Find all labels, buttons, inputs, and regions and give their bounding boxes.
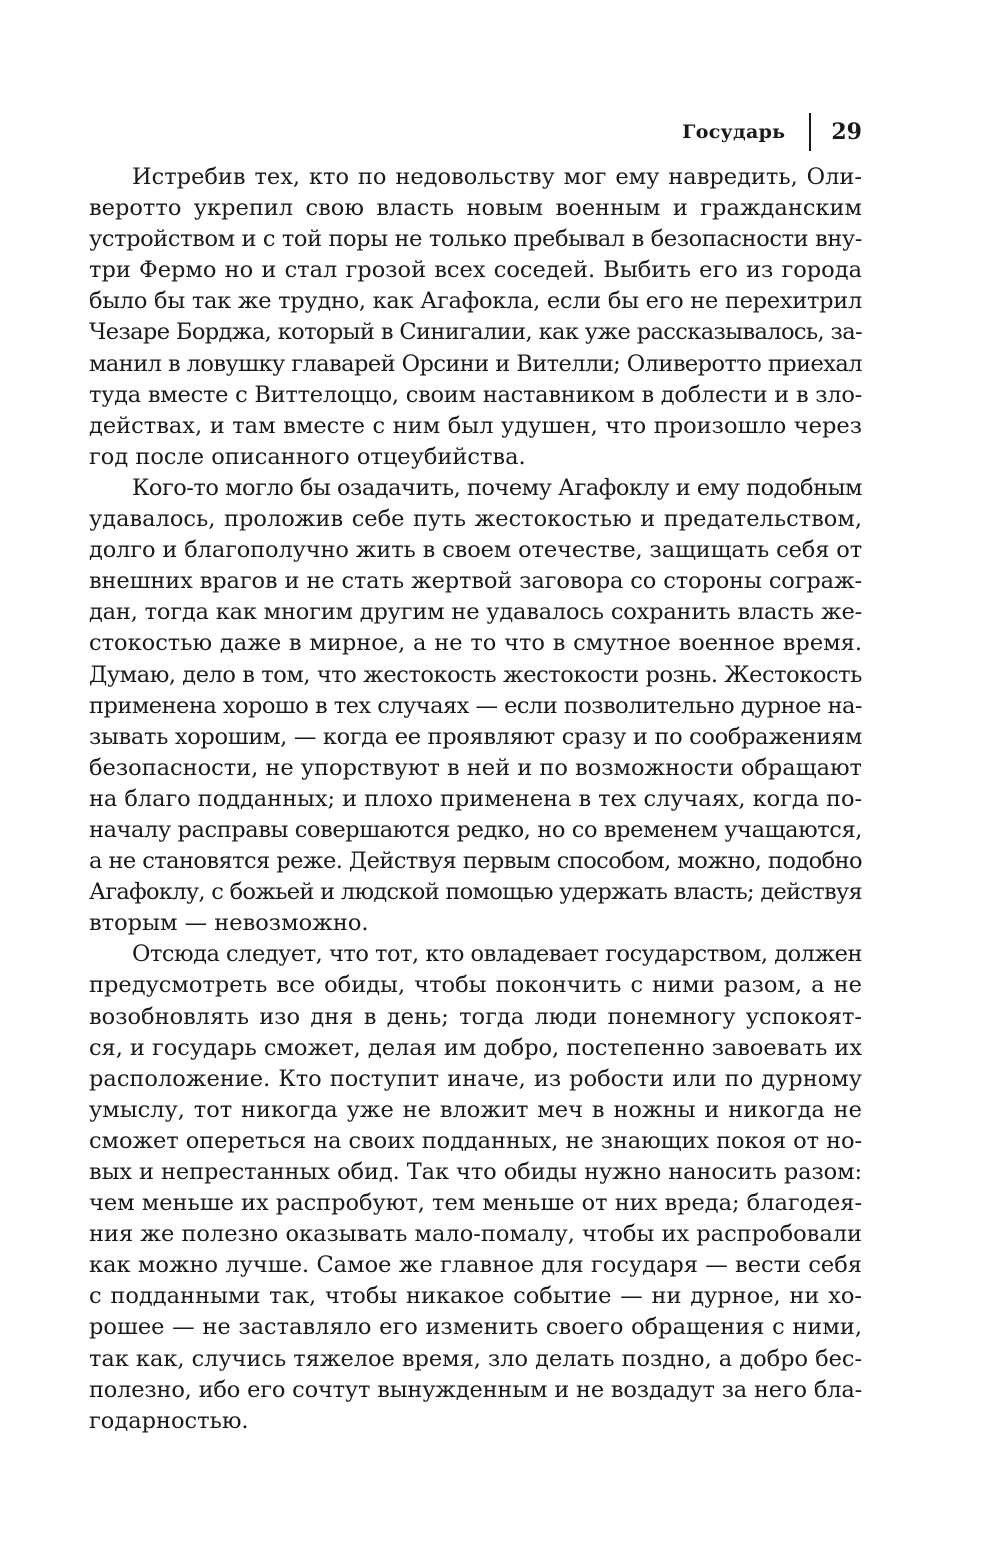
text-line: дан, тогда как многим другим не удавалось сохранить власть же- (89, 599, 862, 626)
text-line: веротто укрепил свою власть новым военным и гражданским (89, 195, 862, 222)
text-line: Отсюда следует, что тот, кто овладевает государством, должен (132, 941, 862, 968)
text-line: ния же полезно оказывать мало-помалу, чтобы их распробовали (89, 1221, 862, 1248)
text-line: Истребив тех, кто по недовольству мог ему навредить, Оли- (132, 164, 862, 190)
text-line: расположение. Кто поступит иначе, из робости или по дурному (89, 1065, 862, 1092)
paragraph-2 (89, 473, 862, 939)
text-line: три Фермо но и стал грозой всех соседей. Выбить его из города (89, 257, 862, 284)
text-line: Кого-то могло бы озадачить, почему Агафоклу и ему подобным (132, 474, 862, 501)
text-line: стокостью даже в мирное, а не то что в смутное военное время. (89, 630, 862, 657)
text-line: вторым — невозможно. (89, 910, 369, 937)
paragraph-3 (89, 939, 862, 1437)
text-line: удавалось, проложив себе путь жестокостью и предательством, (89, 506, 862, 533)
running-head (89, 112, 862, 152)
text-line: год после описанного отцеубийства. (89, 443, 526, 470)
text-line: применена хорошо в тех случаях — если позволительно дурное на- (89, 692, 863, 719)
text-line: как можно лучше. Самое же главное для государя — вести себя (89, 1252, 862, 1279)
text-line: так как, случись тяжелое время, зло делать поздно, а добро бес- (89, 1345, 863, 1372)
text-line: сможет опереться на своих подданных, не знающих покоя от но- (89, 1127, 862, 1154)
body-text (89, 162, 862, 1437)
text-line: а не становятся реже. Действуя первым способом, можно, подобно (89, 848, 862, 875)
text-line: рошее — не заставляло его изменить своего обращения с ними, (89, 1314, 862, 1341)
text-line: действах, и там вместе с ним был удушен, что произошло через (89, 412, 862, 439)
text-line: внешних врагов и не стать жертвой заговора со стороны сограж- (89, 568, 862, 595)
header-divider (809, 113, 811, 151)
text-line: долго и благополучно жить в своем отечестве, защищать себя от (89, 537, 863, 564)
text-line: чем меньше их распробуют, тем меньше от них вреда; благодея- (89, 1190, 863, 1217)
text-line: Агафоклу, с божьей и людской помощью удержать власть; действуя (89, 879, 863, 906)
text-line: полезно, ибо его сочтут вынужденным и не воздадут за него бла- (89, 1376, 862, 1403)
text-line: Думаю, дело в том, что жестокость жестокости рознь. Жестокость (89, 661, 862, 688)
text-line: Чезаре Борджа, который в Синигалии, как уже рассказывалось, за- (89, 319, 862, 346)
text-line: началу расправы совершаются редко, но со временем учащаются, (89, 816, 863, 843)
paragraph-1 (89, 162, 862, 473)
text-line: зывать хорошим, — когда ее проявляют сразу и по соображениям (89, 723, 862, 750)
text-line: на благо подданных; и плохо применена в тех случаях, когда по- (89, 785, 863, 812)
running-title: Государь (682, 121, 786, 143)
text-line: устройством и с той поры не только пребывал в безопасности вну- (89, 226, 862, 253)
text-line: возобновлять изо дня в день; тогда люди понемногу успокоят- (89, 1003, 862, 1030)
page-number: 29 (831, 119, 862, 145)
text-line: годарностью. (89, 1407, 249, 1434)
text-line: было бы так же трудно, как Агафокла, если бы его не перехитрил (89, 288, 862, 315)
text-line: вых и непрестанных обид. Так что обиды нужно наносить разом: (89, 1159, 862, 1185)
text-line: безопасности, не упорствуют в ней и по возможности обращают (89, 754, 862, 781)
text-line: предусмотреть все обиды, чтобы покончить с ними разом, а не (89, 972, 862, 999)
text-line: манил в ловушку главарей Орсини и Вителли; Оливеротто приехал (89, 350, 862, 377)
text-line: ся, и государь сможет, делая им добро, постепенно завоевать их (89, 1034, 862, 1061)
text-line: туда вместе с Виттелоццо, своим наставником в доблести и в зло- (89, 381, 862, 408)
text-line: умыслу, тот никогда уже не вложит меч в ножны и никогда не (89, 1096, 862, 1123)
text-line: с подданными так, чтобы никакое событие — ни дурное, ни хо- (89, 1283, 862, 1310)
